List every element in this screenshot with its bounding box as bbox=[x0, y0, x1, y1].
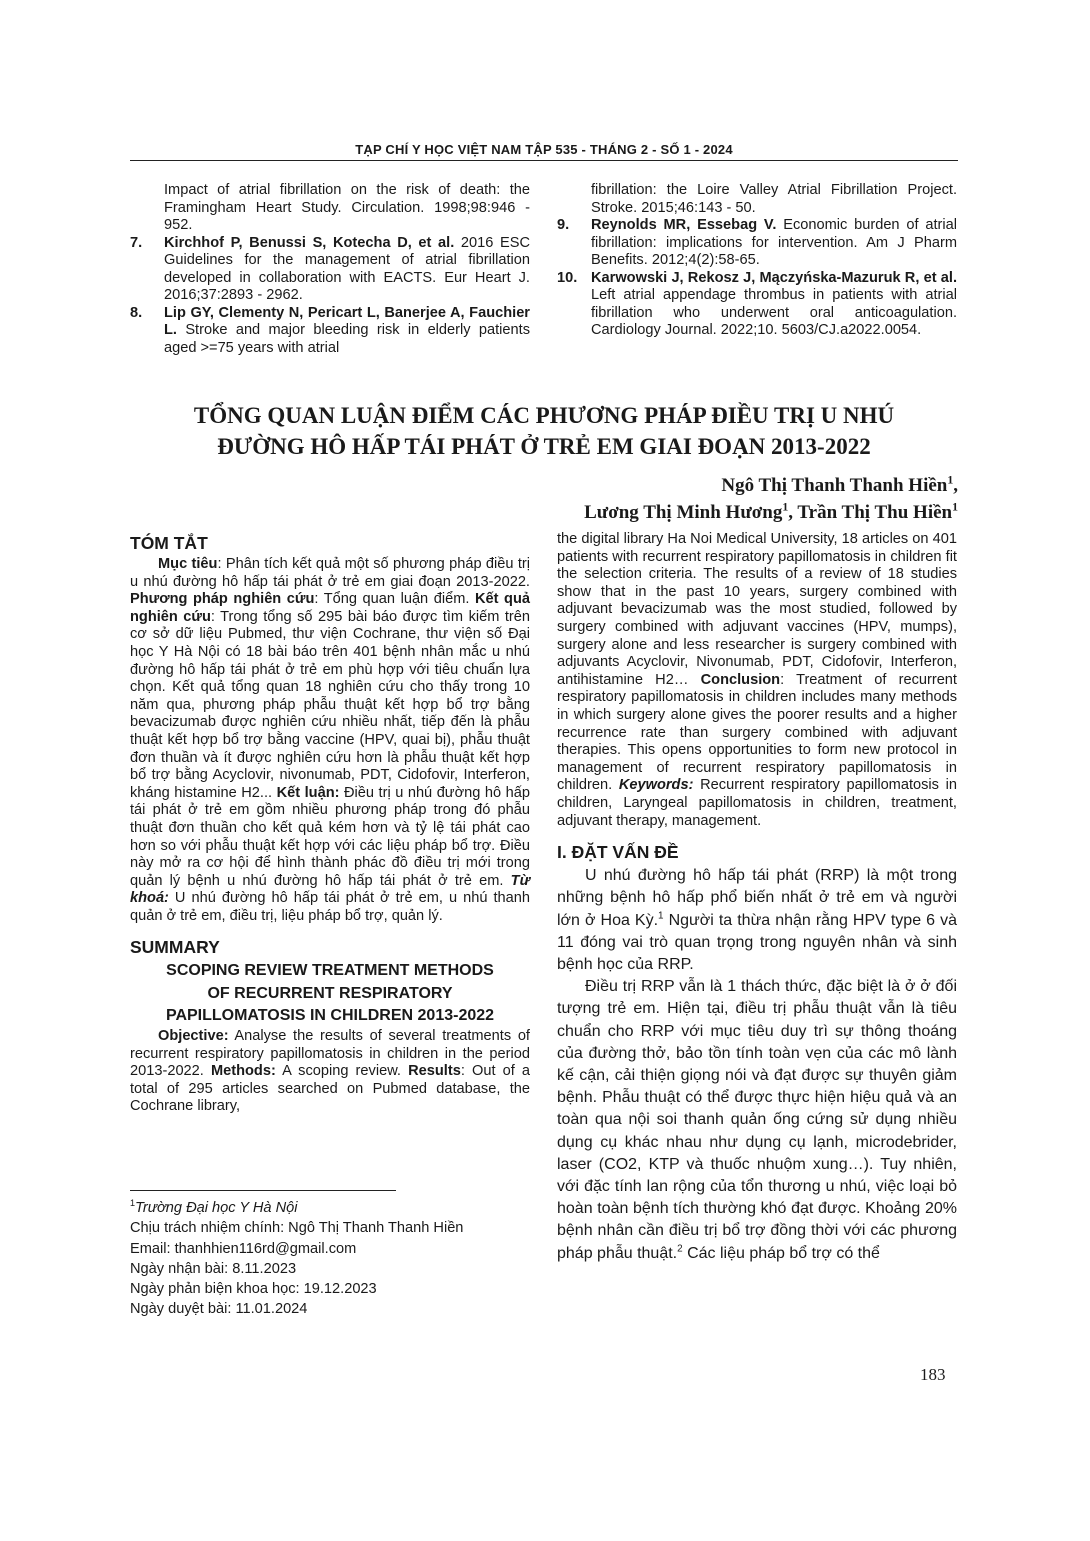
abstract-vi-text: Mục tiêu: Phân tích kết quả một số phương pháp điều trị u nhú đường hô hấp tái phát ở trẻ em giai đoạn 2013-2022. Phương pháp nghiên cứu: Tổng quan luận điểm. Kết quả nghiên cứu: Trong tổng số 295 bài báo được tìm kiếm trên cơ sở dữ liệu Pubmed, thư viện Cochrane, thư viện số Đại học Y Hà Nội có 18 bài báo trên 401 bệnh nhân mắc u nhú đường hô hấp tái phát ở trẻ em phù hợp với tiêu chuẩn lựa chọn. Kết quả tổng quan 18 nghiên cứu cho thấy trong 10 năm qua, phương pháp phẫu thuật kết hợp bổ trợ bằng bevacizumab được nghiên cứu nhiều nhất, tiếp đến là phẫu thuật kết hợp bổ trợ bằng vaccine (HPV, quai bị), phẫu thuật đơn thuần và ít được nghiên cứu hơn là phẫu thuật kết hợp bổ trợ bằng Acyclovir, nivonumab, PDT, Cidofovir, Interferon, kháng histamine H2... Kết luận: Điều trị u nhú đường hô hấp tái phát ở trẻ em gồm nhiều phương pháp trong đó phẫu thuật đơn thuần cho kết quả kém hơn và tỷ lệ tái phát cao hơn so với phẫu thuật kết hợp với các liệu pháp bổ trợ. Điều này mở ra cơ hội để hình thành phác đồ điều trị mới trong quản lý bệnh u nhú đường hô hấp tái phát ở trẻ em. Từ khoá: U nhú đường hô hấp tái phát ở trẻ em, u nhú thanh quản ở trẻ em, điều trị, liệu pháp bổ trợ, quản lý. bbox=[130, 556, 531, 924]
reference-text: 2016 ESC Guidelines for the management of atrial fibrillation developed in collaboration with EACTS. Eur Heart J. 2016;37:2893 - 2962. bbox=[164, 234, 530, 303]
intro-heading: I. ĐẶT VẤN ĐỀ bbox=[557, 842, 679, 863]
article-title bbox=[130, 400, 958, 462]
affiliation-mark: 1 bbox=[947, 473, 954, 487]
reference-number: 9. bbox=[557, 217, 570, 233]
affiliation-mark: 1 bbox=[782, 500, 789, 514]
reference-continuation: fibrillation: the Loire Valley Atrial Fibrillation Project. Stroke. 2015;46:143 - 50. bbox=[591, 182, 957, 216]
reference-text: Economic burden of atrial fibrillation: implications for intervention. Am J Pharm Benefits. 2012;4(2):58-65. bbox=[591, 217, 958, 268]
reference-authors: Reynolds MR, Essebag V. bbox=[591, 217, 777, 233]
affiliation: Trường Đại học Y Hà Nội bbox=[135, 1200, 298, 1216]
intro-paragraph: Điều trị RRP vẫn là 1 thách thức, đặc biệt là ở ở đối tượng trẻ em. Hiện tại, điều trị phẫu thuật vẫn là tiêu chuẩn cho RRP với mục tiêu duy trì sự thông thoáng của đường thở, bảo tồn tính toàn vẹn của các mô lành kế cận, cải thiện giọng nói và đạt được sự thuyên giảm bệnh. Phẫu thuật có thể được thực hiện hiệu quả và an toàn qua nội soi thanh quản ống cứng sử dụng nhiều dụng cụ khác nhau như dụng cụ lạnh, microdebrider, laser (CO2, KTP và thuốc nhuộm xung…). Tuy nhiên, với đặc tính lan rộng của tổn thương u nhú, việc loại bỏ hoàn toàn bệnh tích thường khó đạt được. Khoảng 20% bệnh nhân cần điều trị bổ trợ đồng thời với các phương pháp phẫu thuật.$^2$ Các liệu pháp bổ trợ có thể bbox=[557, 978, 957, 1262]
reference-number: 10. bbox=[557, 269, 578, 286]
reference-item bbox=[130, 305, 530, 358]
reference-authors: Karwowski J, Rekosz J, Mączyńska-Mazuruk R, et al. bbox=[591, 269, 957, 286]
article-authors: Ngô Thị Thanh Thanh Hiền$^1$, Lương Thị Minh Hương$^1$, Trần Thị Thu Hiền$^1$ bbox=[584, 473, 958, 523]
references-right bbox=[557, 182, 957, 340]
intro-paragraph: U nhú đường hô hấp tái phát (RRP) là một trong những bệnh hô hấp phổ biến nhất ở trẻ em và người lớn ở Hoa Kỳ.$^1$ Người ta thừa nhận rằng HPV type 6 và 11 đóng vai trò quan trọng trong nguyên nhân và sinh bệnh học của RRP. bbox=[557, 867, 957, 973]
reference-item bbox=[557, 270, 957, 340]
reference-item bbox=[557, 217, 957, 270]
reference-number: 8. bbox=[130, 304, 143, 321]
reference-text: Left atrial appendage thrombus in patients with atrial fibrillation who underwent oral anticoagulation. Cardiology Journal. 2022;10. 5603/CJ.a2022.0054. bbox=[591, 287, 957, 338]
reference-continuation: Impact of atrial fibrillation on the risk of death: the Framingham Heart Study. Circulation. 1998;98:946 - 952. bbox=[164, 182, 530, 233]
footnote-divider bbox=[130, 1190, 396, 1191]
journal-header: TẠP CHÍ Y HỌC VIỆT NAM TẬP 535 - THÁNG 2 - SỐ 1 - 2024 bbox=[355, 142, 733, 157]
reference-authors: Kirchhof P, Benussi S, Kotecha D, et al. bbox=[164, 234, 455, 251]
affiliation-mark: 1 bbox=[952, 500, 958, 514]
author-name: Lương Thị Minh Hương bbox=[584, 502, 783, 523]
summary-title: SCOPING REVIEW TREATMENT METHODS OF RECURRENT RESPIRATORY PAPILLOMATOSIS IN CHILDREN 2013-2022 bbox=[165, 962, 495, 1025]
page-number: 183 bbox=[920, 1365, 946, 1384]
author-name: Ngô Thị Thanh Thanh Hiền bbox=[721, 475, 948, 496]
reference-authors: Lip GY, Clementy N, Pericart L, Banerjee A, Fauchier L. bbox=[164, 304, 530, 338]
date-accepted: Ngày duyệt bài: 11.01.2024 bbox=[130, 1301, 308, 1318]
summary-text-continued: the digital library Ha Noi Medical University, 18 articles on 401 patients with recurrent respiratory papillomatosis in children fit the selection criteria. The results of a review of 18 studies show that in the past 10 years, surgery combined with adjuvant bevacizumab was the most studied, followed by surgery combined with adjuvant vaccines (HPV, mumps), surgery alone and less researcher is surgery combined with adjuvants Acyclovir, Nivonumab, PDT, Cidofovir, Interferon, antihistamine H2… Conclusion: Treatment of recurrent respiratory papillomatosis in children includes many methods in which surgery alone gives the poorer results and a higher recurrence rate than surgery combined with adjuvant therapies. This opens opportunities to form new protocol in management of recurrent respiratory papillomatosis in children. Keywords: Recurrent respiratory papillomatosis in children, Laryngeal papillomatosis in children, treatment, adjuvant therapy, management. bbox=[557, 531, 958, 829]
summary-text: Objective: Analyse the results of several treatments of recurrent respiratory papillomatosis in children in the period 2013-2022. Methods: A scoping review. Results: Out of a total of 295 articles searched on Pubmed database, the Cochrane library, bbox=[130, 1027, 530, 1115]
reference-number: 7. bbox=[130, 234, 143, 251]
summary-heading: SUMMARY bbox=[130, 937, 220, 958]
left-column bbox=[130, 533, 530, 1116]
reference-text: Stroke and major bleeding risk in elderly patients aged >=75 years with atrial bbox=[164, 322, 530, 356]
footnotes bbox=[130, 1198, 530, 1320]
author-name: Trần Thị Thu Hiền bbox=[797, 502, 953, 523]
responsible-author: Chịu trách nhiệm chính: Ngô Thị Thanh Thanh Hiền bbox=[130, 1220, 464, 1237]
header-divider bbox=[130, 160, 958, 161]
right-column bbox=[557, 531, 957, 1265]
affiliation-mark: 1 bbox=[130, 1198, 136, 1209]
date-reviewed: Ngày phản biện khoa học: 19.12.2023 bbox=[130, 1281, 377, 1298]
date-received: Ngày nhận bài: 8.11.2023 bbox=[130, 1260, 297, 1277]
abstract-vi-heading: TÓM TẮT bbox=[130, 533, 208, 553]
article-title-line2: ĐƯỜNG HÔ HẤP TÁI PHÁT Ở TRẺ EM GIAI ĐOẠN 2013-2022 bbox=[217, 434, 871, 459]
email: Email: thanhhien116rd@gmail.com bbox=[130, 1240, 357, 1257]
article-title-line1: TỔNG QUAN LUẬN ĐIỂM CÁC PHƯƠNG PHÁP ĐIỀU TRỊ U NHÚ bbox=[193, 403, 895, 428]
reference-item bbox=[130, 235, 530, 305]
references-left bbox=[130, 182, 530, 357]
